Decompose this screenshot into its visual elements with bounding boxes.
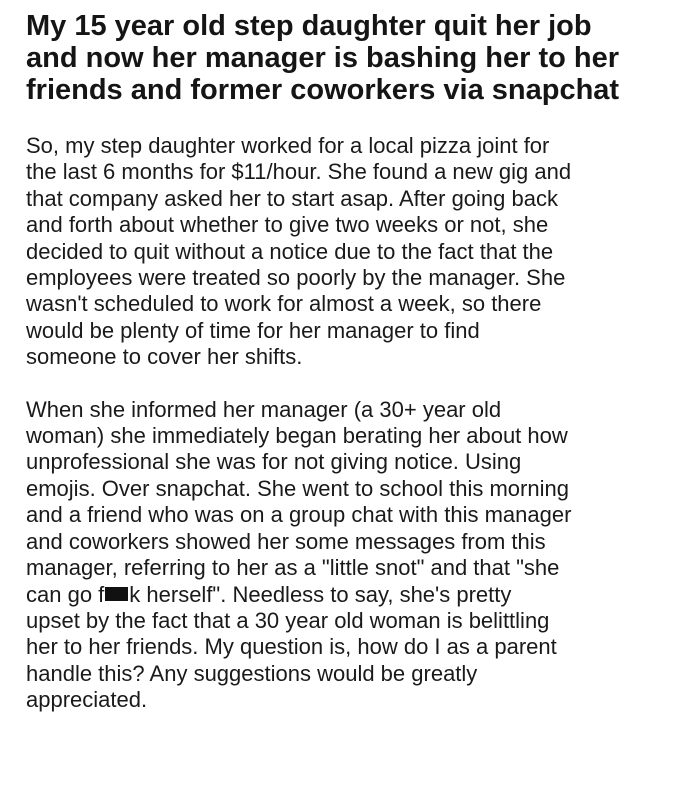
- title-line: My 15 year old step daughter quit her job: [26, 10, 592, 42]
- text-line: the last 6 months for $11/hour. She found a new gig and: [26, 159, 572, 185]
- text-line: upset by the fact that a 30 year old woman is belittling: [26, 607, 550, 633]
- text-line: manager, referring to her as a "little snot" and that "she: [26, 555, 560, 581]
- text-line: and coworkers showed her some messages from this: [26, 528, 546, 554]
- text-line: emojis. Over snapchat. She went to school this morning: [26, 475, 569, 501]
- text-line: woman) she immediately began berating her about how: [26, 423, 568, 449]
- title-line: and now her manager is bashing her to her: [26, 42, 619, 74]
- text-line: appreciated.: [26, 687, 148, 713]
- post-paragraph-2: [26, 397, 690, 714]
- post: [26, 10, 690, 714]
- text-line: wasn't scheduled to work for almost a week, so there: [26, 291, 542, 317]
- text-segment: k herself". Needless to say, she's pretty: [129, 581, 512, 607]
- text-line: and a friend who was on a group chat with this manager: [26, 502, 572, 528]
- text-line: When she informed her manager (a 30+ year old: [26, 396, 502, 422]
- text-line: her to her friends. My question is, how do I as a parent: [26, 634, 557, 660]
- censored-text-line: [26, 582, 690, 608]
- post-paragraph-1: [26, 133, 690, 371]
- text-line: would be plenty of time for her manager to find: [26, 317, 480, 343]
- text-line: decided to quit without a notice due to the fact that the: [26, 238, 554, 264]
- text-line: employees were treated so poorly by the manager. She: [26, 265, 566, 291]
- text-line: and forth about whether to give two weeks or not, she: [26, 212, 549, 238]
- text-line: that company asked her to start asap. After going back: [26, 185, 558, 211]
- text-segment: can go f: [26, 581, 105, 607]
- text-line: unprofessional she was for not giving notice. Using: [26, 449, 522, 475]
- censor-bar: [105, 587, 128, 601]
- text-line: someone to cover her shifts.: [26, 344, 303, 370]
- title-line: friends and former coworkers via snapchat: [26, 74, 620, 106]
- text-line: handle this? Any suggestions would be greatly: [26, 660, 478, 686]
- text-line: So, my step daughter worked for a local pizza joint for: [26, 133, 550, 158]
- post-title: [26, 10, 690, 106]
